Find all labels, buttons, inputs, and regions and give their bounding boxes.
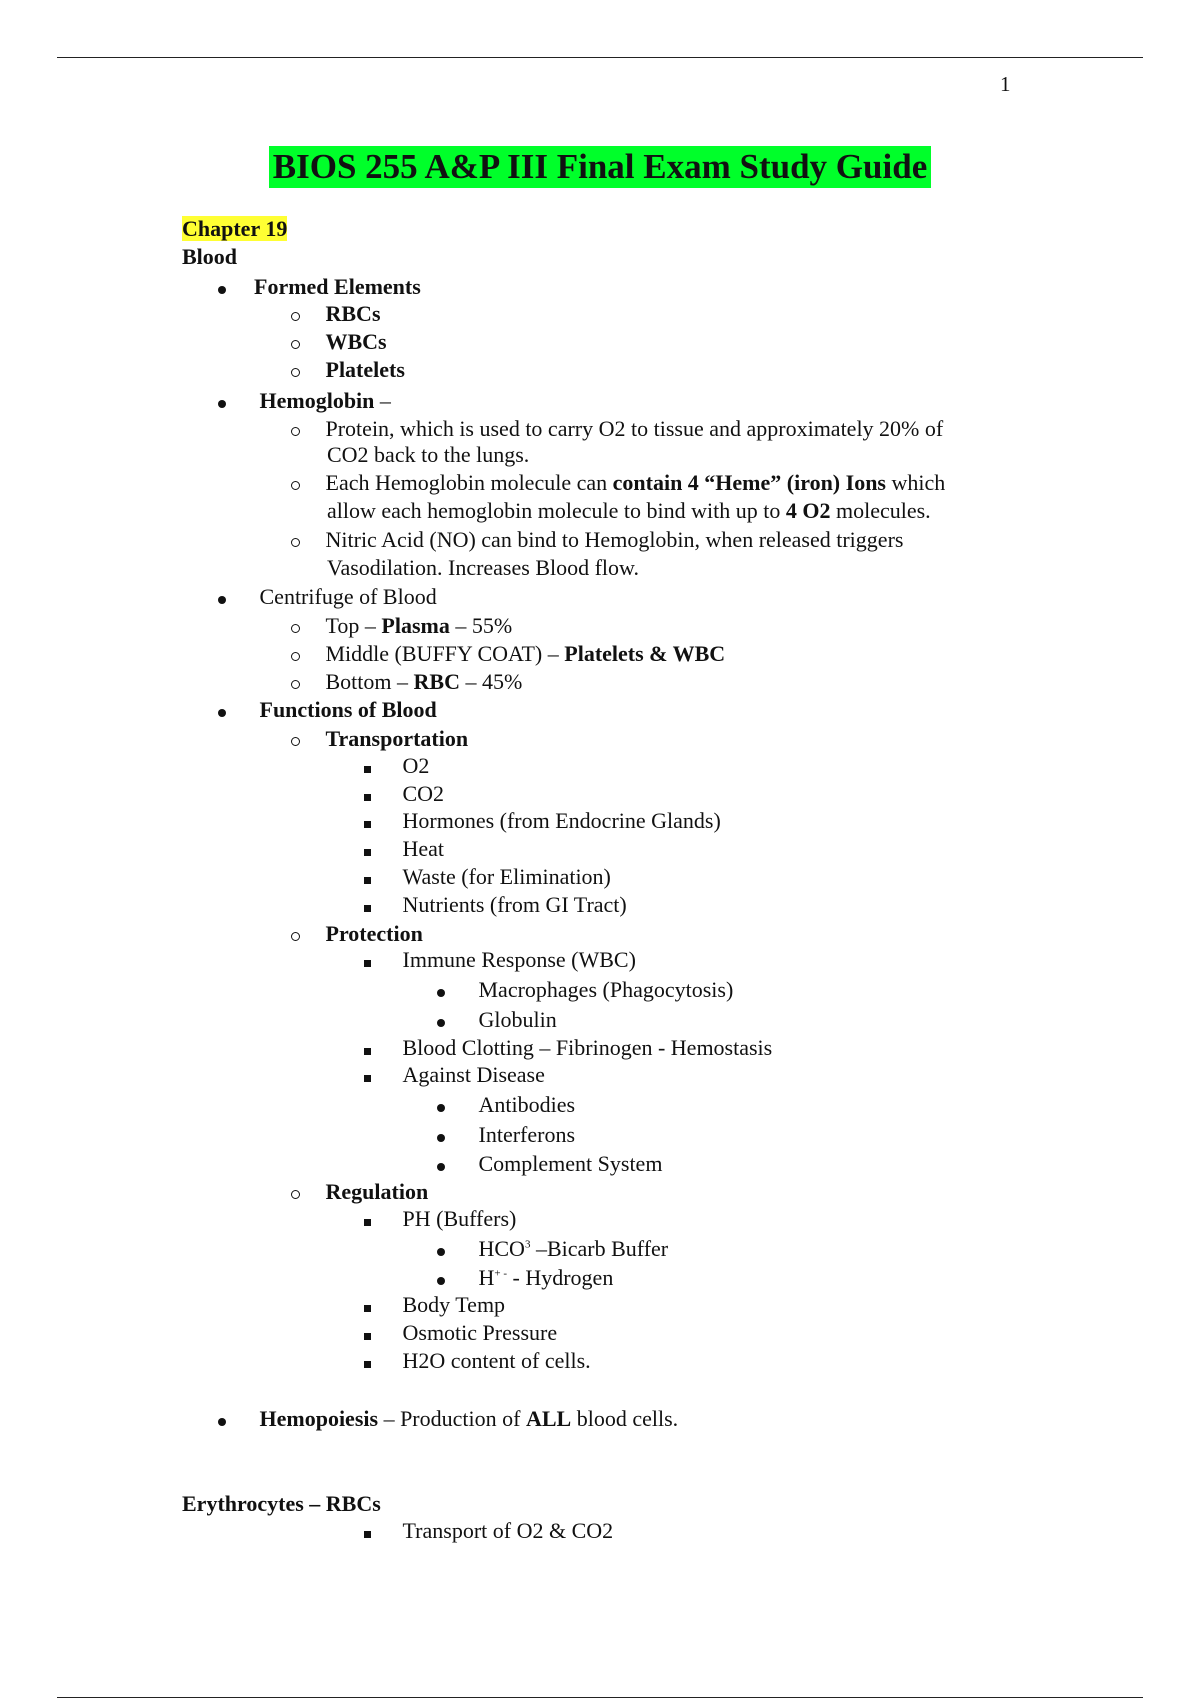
list-item-regulation: Regulation <box>291 1179 428 1205</box>
list-item-hemoglobin-heme-cont: allow each hemoglobin molecule to bind with up to 4 O2 molecules. <box>327 498 931 523</box>
circle-bullet-icon <box>291 538 300 547</box>
list-item-hemoglobin-heme: Each Hemoglobin molecule can contain 4 “Heme” (iron) Ions which <box>291 470 945 496</box>
top-rule <box>57 57 1143 58</box>
list-item-against-disease: Against Disease <box>364 1062 545 1088</box>
list-item-interferons: Interferons <box>437 1122 575 1148</box>
list-item-h2o-content: H2O content of cells. <box>364 1348 591 1374</box>
circle-bullet-icon <box>291 312 300 321</box>
circle-bullet-icon <box>291 932 300 941</box>
bullet-icon <box>437 1163 445 1171</box>
list-item-transport-co2: CO2 <box>364 781 444 807</box>
list-item-hemopoiesis: Hemopoiesis – Production of ALL blood cells. <box>218 1406 678 1432</box>
list-item-transport-heat: Heat <box>364 836 444 862</box>
square-bullet-icon <box>364 960 371 967</box>
square-bullet-icon <box>364 766 371 773</box>
bullet-icon <box>437 989 445 997</box>
square-bullet-icon <box>364 849 371 856</box>
bullet-icon <box>437 1019 445 1027</box>
square-bullet-icon <box>364 1048 371 1055</box>
list-item-centrifuge-bottom: Bottom – RBC – 45% <box>291 669 522 695</box>
circle-bullet-icon <box>291 1190 300 1199</box>
circle-bullet-icon <box>291 652 300 661</box>
list-item-protection: Protection <box>291 921 423 947</box>
circle-bullet-icon <box>291 481 300 490</box>
list-item-transport-hormones: Hormones (from Endocrine Glands) <box>364 808 721 834</box>
circle-bullet-icon <box>291 624 300 633</box>
bullet-icon <box>218 400 226 408</box>
bullet-icon <box>218 1418 226 1426</box>
list-item-body-temp: Body Temp <box>364 1292 505 1318</box>
section-heading: Blood <box>182 244 238 269</box>
list-item-hydrogen: H+ - - Hydrogen <box>437 1265 613 1291</box>
title-wrap <box>0 146 1200 188</box>
circle-bullet-icon <box>291 368 300 377</box>
list-item-ph-buffers: PH (Buffers) <box>364 1206 516 1232</box>
chapter-heading <box>182 216 287 242</box>
list-item-nitric-acid: Nitric Acid (NO) can bind to Hemoglobin, when released triggers <box>291 527 903 553</box>
list-item-hemoglobin-protein: Protein, which is used to carry O2 to tissue and approximately 20% of <box>291 416 943 442</box>
circle-bullet-icon <box>291 680 300 689</box>
list-item-centrifuge-top: Top – Plasma – 55% <box>291 613 512 639</box>
square-bullet-icon <box>364 1305 371 1312</box>
list-item-immune-response: Immune Response (WBC) <box>364 947 636 973</box>
bullet-icon <box>437 1277 445 1285</box>
list-item-wbcs: WBCs <box>291 329 387 355</box>
bullet-icon <box>218 709 226 717</box>
bullet-icon <box>437 1134 445 1142</box>
list-item-platelets: Platelets <box>291 357 405 383</box>
erythrocytes-heading: Erythrocytes – RBCs <box>182 1491 381 1516</box>
list-item-transport-o2-co2: Transport of O2 & CO2 <box>364 1518 613 1544</box>
bullet-icon <box>437 1248 445 1256</box>
square-bullet-icon <box>364 877 371 884</box>
square-bullet-icon <box>364 905 371 912</box>
list-item-transport-o2: O2 <box>364 753 429 779</box>
bullet-icon <box>218 286 226 294</box>
circle-bullet-icon <box>291 427 300 436</box>
square-bullet-icon <box>364 1333 371 1340</box>
list-item-transport-nutrients: Nutrients (from GI Tract) <box>364 892 627 918</box>
list-item-globulin: Globulin <box>437 1007 557 1033</box>
square-bullet-icon <box>364 1531 371 1538</box>
square-bullet-icon <box>364 821 371 828</box>
bullet-icon <box>218 596 226 604</box>
page-title: BIOS 255 A&P III Final Exam Study Guide <box>269 146 931 188</box>
list-item-centrifuge-middle: Middle (BUFFY COAT) – Platelets & WBC <box>291 641 725 667</box>
page-number: 1 <box>1000 72 1011 96</box>
square-bullet-icon <box>364 1361 371 1368</box>
list-item-complement-system: Complement System <box>437 1151 662 1177</box>
bottom-rule <box>57 1697 1143 1698</box>
list-item-transportation: Transportation <box>291 726 468 752</box>
circle-bullet-icon <box>291 340 300 349</box>
list-item-nitric-acid-cont: Vasodilation. Increases Blood flow. <box>327 555 640 580</box>
list-item-osmotic-pressure: Osmotic Pressure <box>364 1320 557 1346</box>
list-item-macrophages: Macrophages (Phagocytosis) <box>437 977 733 1003</box>
bullet-icon <box>437 1104 445 1112</box>
list-item-antibodies: Antibodies <box>437 1092 575 1118</box>
list-item-formed-elements: Formed Elements <box>218 274 421 300</box>
list-item-functions: Functions of Blood <box>218 697 437 723</box>
list-item-hemoglobin-protein-cont: CO2 back to the lungs. <box>327 442 530 467</box>
square-bullet-icon <box>364 794 371 801</box>
square-bullet-icon <box>364 1219 371 1226</box>
square-bullet-icon <box>364 1075 371 1082</box>
list-item-hemoglobin: Hemoglobin – <box>218 388 391 414</box>
list-item-bicarb-buffer: HCO$^3$ –Bicarb Buffer <box>437 1236 668 1262</box>
list-item-blood-clotting: Blood Clotting – Fibrinogen - Hemostasis <box>364 1035 772 1061</box>
list-item-rbcs: RBCs <box>291 301 381 327</box>
chapter-label: Chapter 19 <box>182 216 288 241</box>
circle-bullet-icon <box>291 737 300 746</box>
list-item-transport-waste: Waste (for Elimination) <box>364 864 611 890</box>
list-item-centrifuge: Centrifuge of Blood <box>218 584 437 610</box>
